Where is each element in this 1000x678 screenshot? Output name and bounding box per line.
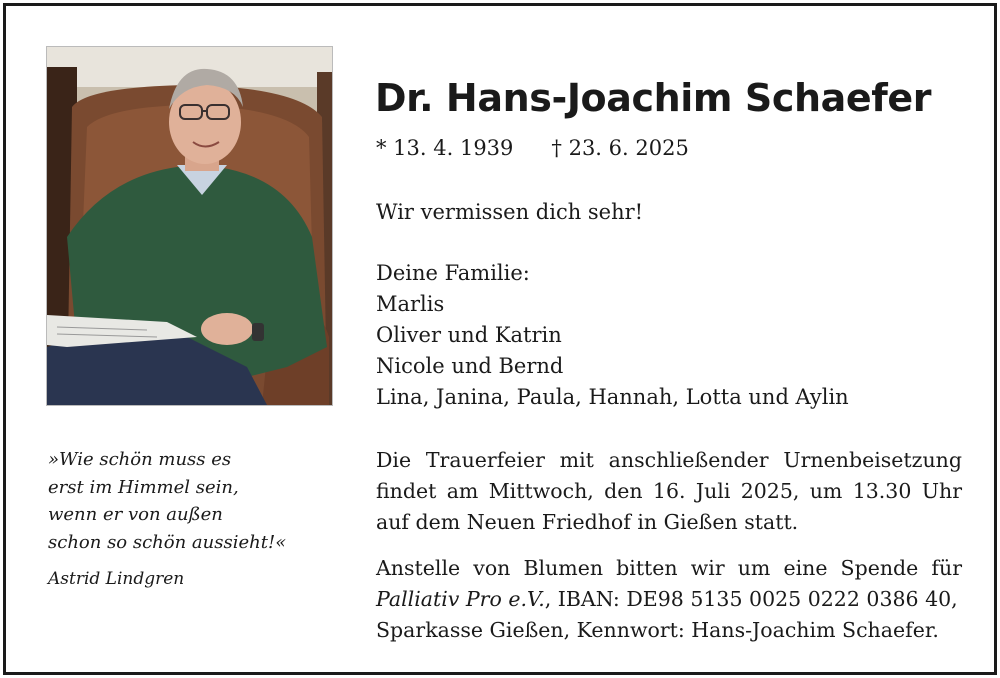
quote-line: »Wie schön muss es bbox=[48, 449, 232, 470]
donation-line bbox=[376, 584, 962, 615]
family-member: Lina, Janina, Paula, Hannah, Lotta und Aylin bbox=[376, 385, 849, 409]
family-member: Marlis bbox=[376, 292, 445, 316]
ceremony-line: Die Trauerfeier mit anschließender Urnenbeisetzung bbox=[376, 448, 962, 472]
donation-notice bbox=[376, 553, 962, 646]
birth-date: * 13. 4. 1939 bbox=[376, 136, 514, 160]
deceased-name: Dr. Hans-Joachim Schaefer bbox=[375, 76, 932, 120]
death-date: † 23. 6. 2025 bbox=[551, 136, 689, 160]
life-dates bbox=[376, 136, 689, 160]
quote-line: erst im Himmel sein, bbox=[48, 476, 239, 498]
donation-iban: , IBAN: DE98 5135 0025 0222 0386 40, bbox=[544, 587, 958, 611]
ceremony-notice bbox=[376, 445, 962, 538]
donation-line: Anstelle von Blumen bitten wir um eine Spende für bbox=[376, 556, 962, 580]
quote-line: schon so schön aussieht!« bbox=[48, 531, 287, 553]
missing-text: Wir vermissen dich sehr! bbox=[376, 200, 644, 224]
quote bbox=[48, 446, 286, 556]
ceremony-line: findet am Mittwoch, den 16. Juli 2025, um 13.30 Uhr bbox=[376, 479, 962, 503]
family-member: Oliver und Katrin bbox=[376, 323, 562, 347]
family-member: Nicole und Bernd bbox=[376, 354, 564, 378]
ceremony-line: auf dem Neuen Friedhof in Gießen statt. bbox=[376, 510, 799, 534]
obituary-card bbox=[3, 3, 997, 675]
portrait-photo bbox=[46, 46, 333, 406]
family-list bbox=[376, 258, 849, 413]
donation-line: Sparkasse Gießen, Kennwort: Hans-Joachim Schaefer. bbox=[376, 618, 939, 642]
family-heading: Deine Familie: bbox=[376, 261, 530, 285]
quote-line: wenn er von außen bbox=[48, 504, 223, 525]
quote-author: Astrid Lindgren bbox=[48, 569, 185, 589]
donation-organization: Palliativ Pro e.V. bbox=[376, 587, 545, 611]
